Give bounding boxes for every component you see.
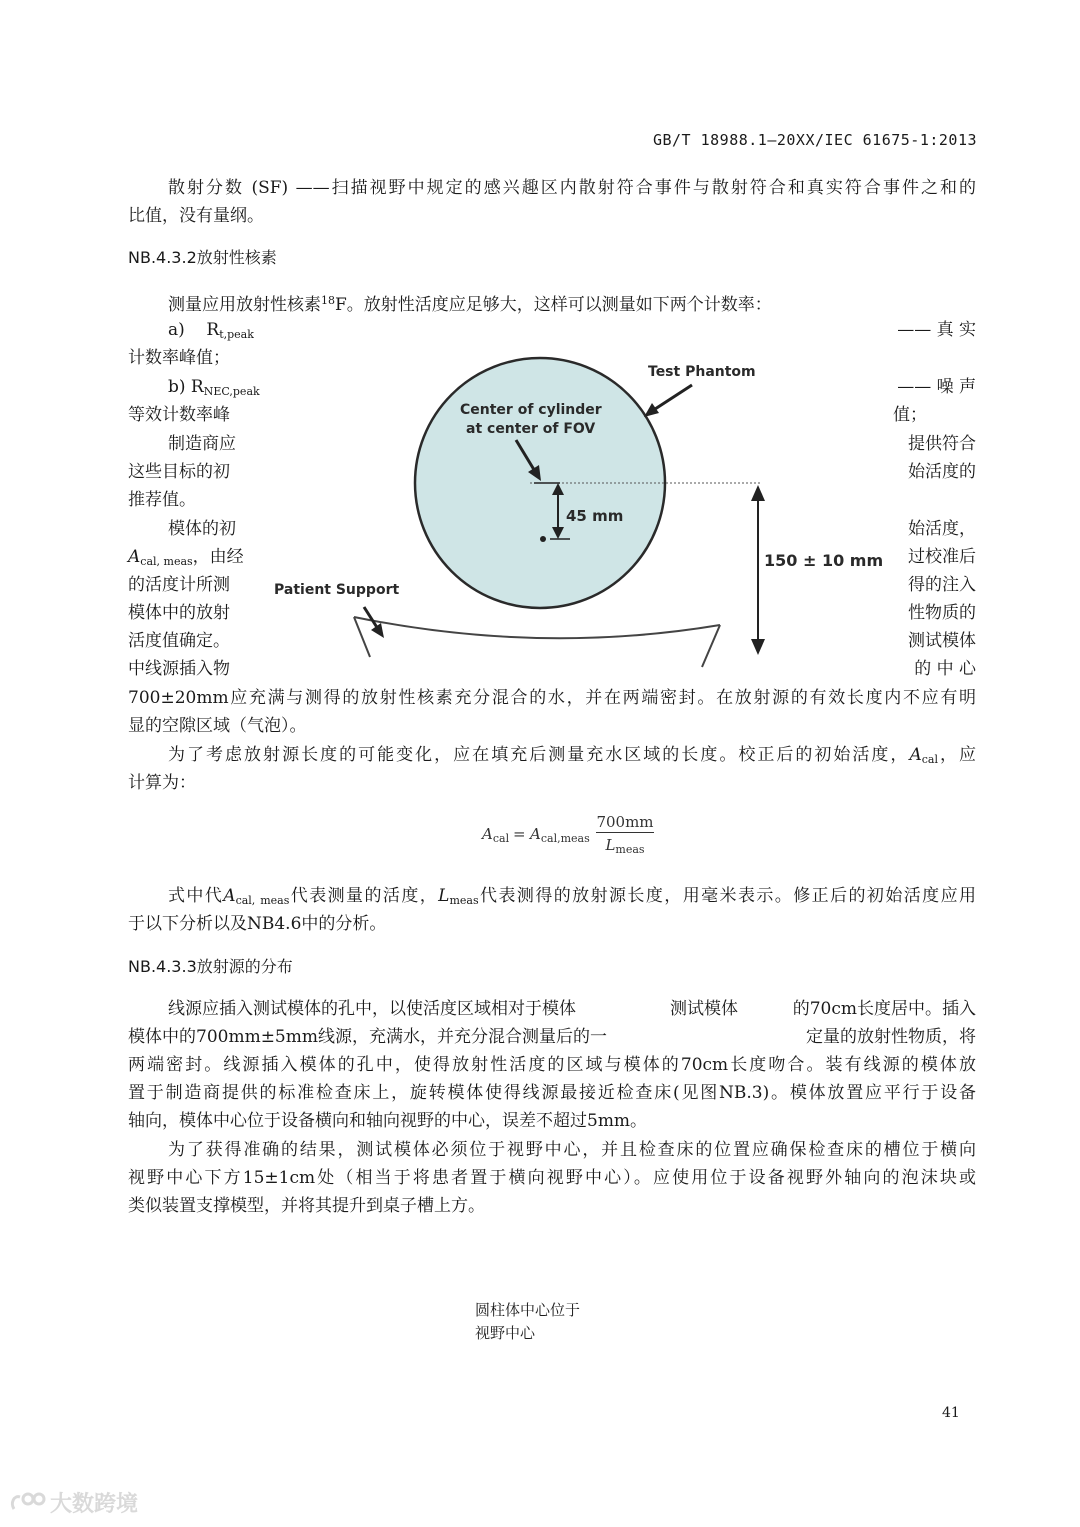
acal-sub: cal, meas	[140, 555, 193, 568]
length-para-line1	[168, 741, 976, 774]
support-arrow-line	[364, 607, 378, 629]
right-frag-2: 始活度的	[908, 462, 976, 482]
left-frag-3: 推荐值。	[128, 490, 196, 510]
item-a-right: —— 真 实	[897, 320, 976, 340]
length-para-line2: 计算为：	[128, 773, 196, 793]
item-b-cont-left: 等效计数率峰	[128, 405, 230, 425]
item-a-cont: 计数率峰值；	[128, 348, 230, 368]
left-frag-6: 的活度计所测	[128, 575, 230, 595]
dim-45-label: 45 mm	[566, 507, 624, 525]
meaning-para-line2: 于以下分析以及NB4.6中的分析。	[128, 914, 387, 934]
dist-p1-l5: 轴向，模体中心位于设备横向和轴向视野的中心，误差不超过5mm。	[128, 1111, 648, 1131]
acal-sym-2: A	[909, 745, 922, 765]
test-phantom-label: Test Phantom	[648, 364, 756, 380]
dist-p1-l2a: 模体中的700mm±5mm线源，充满水，并充分混合测量后的一	[128, 1027, 607, 1047]
item-a-symbol: R	[206, 320, 220, 340]
item-b-right: —— 噪 声	[897, 377, 976, 397]
phantom-figure	[260, 355, 890, 675]
right-frag-8: 测试模体	[908, 631, 976, 651]
phantom-arrow-line	[652, 385, 692, 411]
phantom-arrow-head	[644, 403, 659, 417]
center-label-l1: Center of cylinder	[460, 402, 602, 418]
item-b-sub: NEC,peak	[203, 385, 260, 398]
right-frag-4: 始活度，	[908, 519, 976, 539]
support-left-edge	[354, 617, 370, 657]
watermark-logo-icon	[8, 1489, 46, 1517]
formula-lhs	[482, 825, 509, 845]
intro-text-post: F。放射性活度应足够大，这样可以测量如下两个计数率：	[335, 295, 772, 315]
fill-para-line1: 700±20mm应充满与测得的放射性核素充分混合的水，并在两端密封。在放射源的有效长度内不应有明	[128, 688, 976, 708]
section-heading-433: NB.4.3.3放射源的分布	[128, 957, 293, 976]
dim-150-arrow-up	[751, 485, 765, 501]
item-b-cont-right: 值；	[893, 405, 927, 425]
formula-rhs-sub: cal,meas	[540, 832, 590, 845]
acal-post: ，由经	[192, 547, 244, 567]
left-frag-7: 模体中的放射	[128, 603, 230, 623]
intro-text: 测量应用放射性核素	[168, 295, 321, 315]
patient-support-curve	[354, 617, 720, 638]
source-dot	[540, 536, 546, 542]
dist-p2-l3: 类似装置支撑模型，并将其提升到桌子槽上方。	[128, 1196, 485, 1216]
dist-p1-l3: 两端密封。线源插入模体的孔中，使得放射性活度的区域与模体的70cm长度吻合。装有线源的模体放	[128, 1055, 976, 1075]
left-frag-2: 这些目标的初	[128, 462, 230, 482]
dist-p1-l1a: 线源应插入测试模体的孔中，以使活度区域相对于模体	[168, 999, 576, 1019]
dist-p1-l4: 置于制造商提供的标准检查床上，旋转模体使得线源最接近检查床(见图NB.3)。模体放置应平行于设备	[128, 1083, 976, 1103]
right-frag-5: 过校准后	[908, 547, 976, 567]
watermark-text: 大数跨境	[50, 1492, 139, 1517]
formula-rhs	[530, 825, 590, 845]
dist-p2-l2: 视野中心下方15±1cm处（相当于将患者置于横向视野中心）。应使用位于设备视野外轴向的泡沫块或	[128, 1168, 976, 1188]
dist-p2-l1: 为了获得准确的结果，测试模体必须位于视野中心，并且检查床的位置应确保检查床的槽位于横向	[168, 1140, 976, 1160]
meaning-c: 代表测得的放射源长度，用毫米表示。修正后的初始活度应用	[478, 886, 977, 906]
left-frag-4: 模体的初	[168, 519, 236, 539]
left-frag-8: 活度值确定。	[128, 631, 230, 651]
page-number: 41	[942, 1405, 960, 1421]
center-label-l2: at center of FOV	[466, 421, 596, 437]
item-a-label: a)	[168, 320, 185, 340]
formula-lhs-sub: cal	[492, 832, 510, 845]
meaning-b: 代表测量的活度，	[289, 886, 439, 906]
standard-id: GB/T 18988.1—20XX/IEC 61675-1:2013	[652, 131, 977, 149]
dist-p1-l1b: 的70cm长度居中。插入	[792, 999, 976, 1019]
acal-sub-2: cal	[921, 753, 938, 766]
meaning-a: 式中代	[168, 886, 224, 906]
intro-sup: 18	[321, 294, 335, 307]
meaning-sym1: A	[223, 886, 236, 906]
length-text: 为了考虑放射源长度的可能变化，应在填充后测量充水区域的长度。校正后的初始活度，	[168, 745, 910, 765]
dim-150-label: 150 ± 10 mm	[764, 551, 884, 570]
support-arrow-head	[371, 623, 384, 638]
meaning-sym2: L	[438, 886, 450, 906]
right-frag-1: 提供符合	[908, 434, 976, 454]
right-frag-9: 的 中 心	[914, 659, 976, 679]
sf-paragraph-line2: 比值，没有量纲。	[128, 206, 264, 226]
fill-para-line2: 显的空隙区域（气泡）。	[128, 716, 307, 736]
item-a-sub: t,peak	[219, 328, 254, 341]
formula-rhs-sym: A	[530, 825, 541, 843]
support-right-edge	[702, 625, 720, 667]
item-b-label: b) R	[168, 377, 204, 397]
right-frag-7: 性物质的	[908, 603, 976, 623]
formula-eq: =	[513, 825, 526, 843]
dist-p1-overlay: 测试模体	[670, 999, 738, 1019]
right-frag-6: 得的注入	[908, 575, 976, 595]
left-frag-1: 制造商应	[168, 434, 236, 454]
formula-numerator: 700mm	[596, 813, 654, 831]
meaning-sub1: cal, meas	[235, 894, 290, 907]
caption-line1: 圆柱体中心位于	[475, 1301, 581, 1319]
length-text-post: ，应	[937, 745, 977, 765]
dist-p1-l2b: 定量的放射性物质，将	[806, 1027, 976, 1047]
patient-support-label: Patient Support	[274, 582, 400, 598]
formula-den-sub: meas	[615, 843, 645, 856]
formula-denominator	[596, 836, 654, 856]
formula-den-sym: L	[605, 836, 616, 854]
acal-symbol: A	[128, 547, 141, 567]
dim-150-arrow-down	[751, 639, 765, 655]
left-frag-9: 中线源插入物	[128, 659, 230, 679]
sf-paragraph-line1: 散射分数 (SF) ——扫描视野中规定的感兴趣区内散射符合事件与散射符合和真实符合事件之和的	[168, 178, 976, 198]
watermark	[8, 1487, 138, 1518]
section-heading-432: NB.4.3.2放射性核素	[128, 248, 277, 267]
nuclide-intro	[168, 287, 772, 319]
caption-line2: 视野中心	[475, 1324, 536, 1342]
formula-lhs-sym: A	[482, 825, 493, 843]
meaning-sub2: meas	[449, 894, 479, 907]
